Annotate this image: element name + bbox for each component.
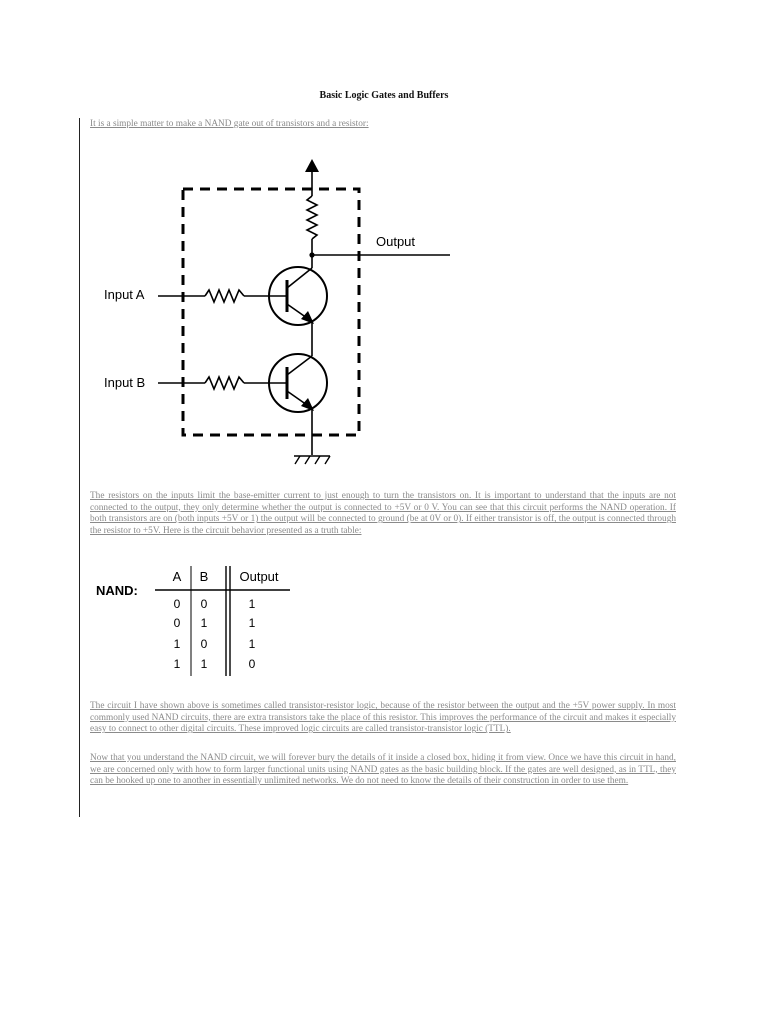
svg-text:0: 0: [200, 637, 208, 651]
svg-text:0: 0: [200, 597, 208, 611]
table-row: [174, 657, 256, 671]
input-b-resistor: [205, 377, 244, 389]
nand-truth-table: [88, 560, 308, 682]
table-row: [174, 597, 256, 611]
header-output: Output: [239, 569, 279, 584]
svg-text:0: 0: [173, 597, 181, 611]
svg-text:0: 0: [173, 616, 181, 630]
left-margin-rule: [79, 118, 80, 817]
svg-text:1: 1: [173, 657, 181, 671]
input-a-resistor: [205, 290, 244, 302]
table-row: [174, 637, 256, 651]
explanation-paragraph[interactable]: The resistors on the inputs limit the base-emitter current to just enough to turn the transistors on. It is important to understand that the inputs are not connected to the output, they only determine whether the output is connected to +5V or 0 V. You can see that this circuit performs the NAND operation. If both transistors are on (both inputs +5V or 1) the output will be connected to ground (be at 0V or 0). If either transistor is off, the output is connected through the resistor to +5V. Here is the circuit behavior presented as a truth table:: [90, 491, 676, 536]
intro-paragraph[interactable]: It is a simple matter to make a NAND gate out of transistors and a resistor:: [90, 119, 369, 129]
header-a: A: [172, 569, 182, 584]
svg-text:1: 1: [248, 616, 256, 630]
input-a-label: Input A: [104, 287, 145, 302]
svg-text:0: 0: [248, 657, 256, 671]
page-title: Basic Logic Gates and Buffers: [319, 90, 449, 101]
header-b: B: [199, 569, 209, 584]
gate-enclosure: [183, 189, 359, 435]
output-label: Output: [376, 234, 416, 249]
svg-text:1: 1: [248, 597, 256, 611]
svg-text:1: 1: [200, 657, 208, 671]
truth-table-label: NAND:: [96, 583, 138, 598]
closing-paragraph[interactable]: Now that you understand the NAND circuit, we will forever bury the details of it inside a closed box, hiding it from view. Once we have this circuit in hand, we are concerned only with how to form larger functional units using NAND gates as the basic building block. If the gates are well designed, as in TTL, they can be hooked up one to another in essentially unlimited networks. We do not need to know the details of their construction in order to use them.: [90, 753, 676, 787]
svg-text:1: 1: [200, 616, 208, 630]
svg-text:1: 1: [173, 637, 181, 651]
ground-icon: [294, 456, 330, 464]
pullup-resistor: [307, 196, 317, 239]
nand-circuit-diagram: [95, 150, 465, 475]
ttl-paragraph[interactable]: The circuit I have shown above is sometimes called transistor-resistor logic, because of the resistor between the output and the +5V power supply. In most commonly used NAND circuits, there are extra transistors take the place of this resistor. This improves the performance of the circuit and makes it especially easy to connect to other digital circuits. These improved logic circuits are called transistor-transistor logic (TTL).: [90, 701, 676, 735]
input-b-label: Input B: [104, 375, 146, 390]
table-row: [174, 616, 256, 630]
svg-text:1: 1: [248, 637, 256, 651]
